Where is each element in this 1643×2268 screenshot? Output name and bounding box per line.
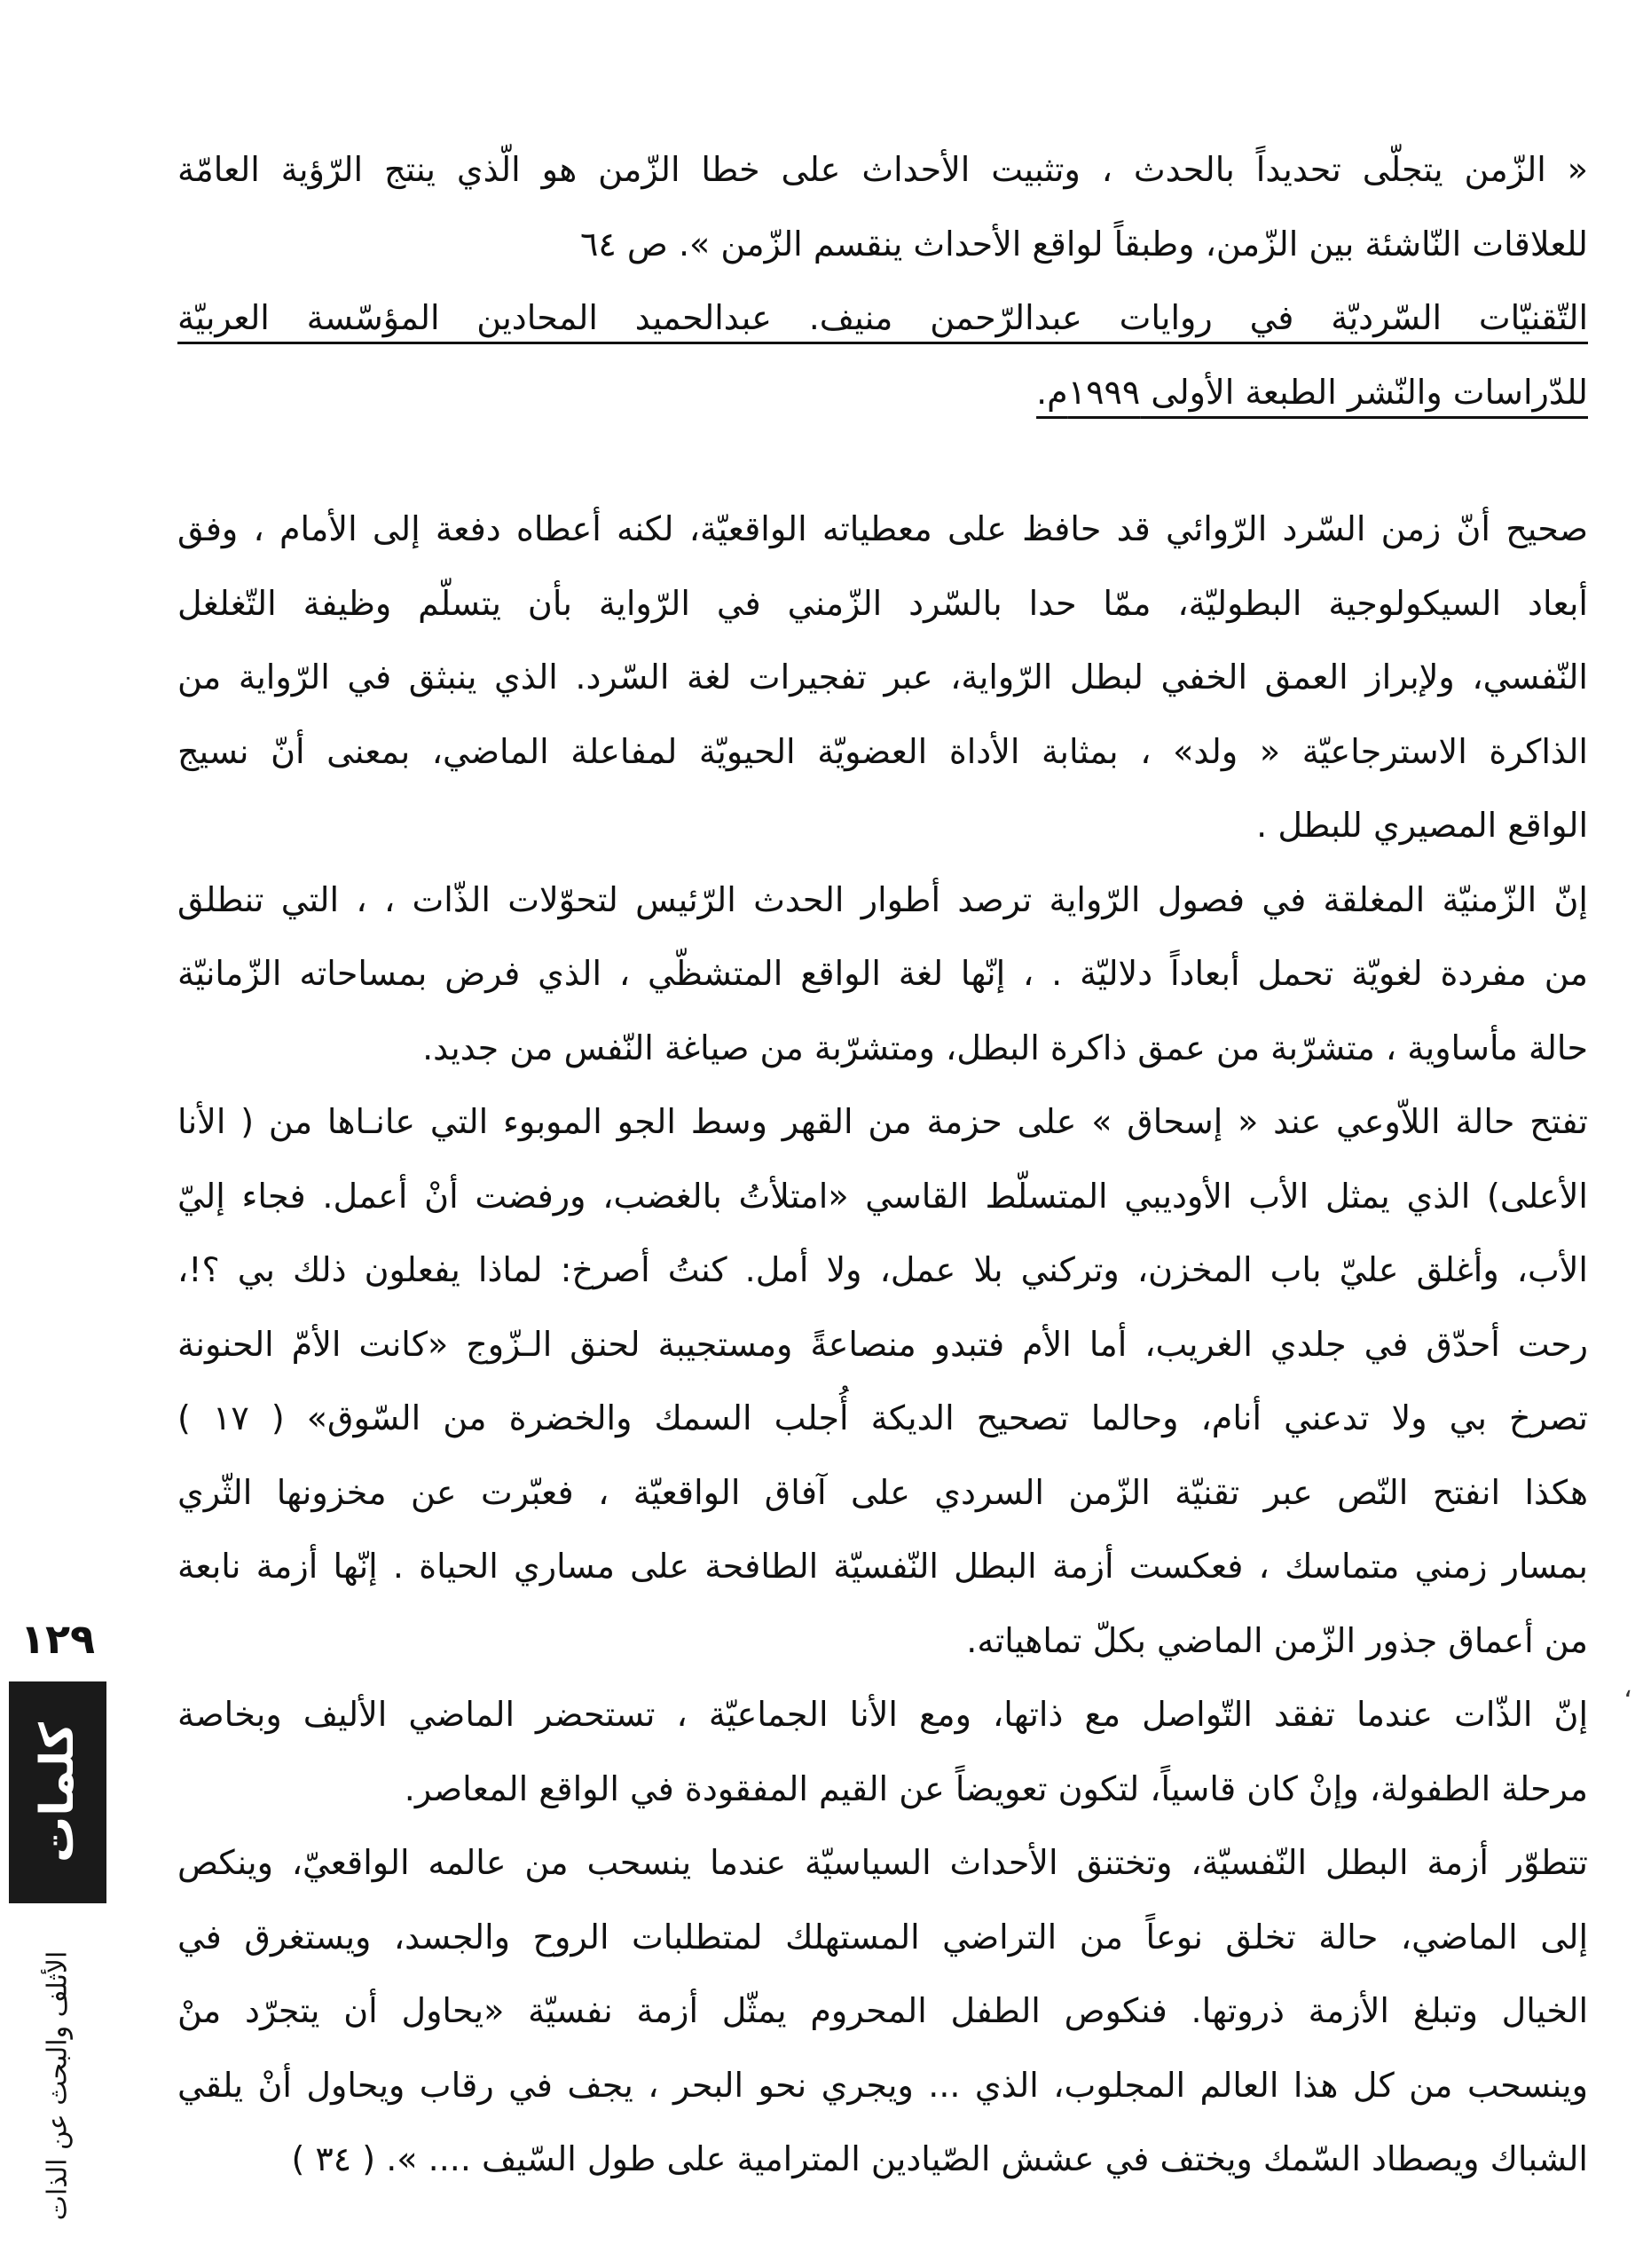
paragraph-line: من أعماق جذور الزّمن الماضي بكلّ تماهياته. — [966, 1620, 1588, 1660]
paragraph-line: الأعلى) الذي يمثل الأب الأوديبي المتسلّط القاسي «امتلأتُ بالغضب، ورفضت أنْ أعمل. فجاء إليّ — [177, 1176, 1588, 1216]
paragraph-line: النّفسي، ولإبراز العمق الخفي لبطل الرّواية، عبر تفجيرات لغة السّرد. الذي ينبثق في الرّواية من — [177, 658, 1588, 697]
paragraph-line: تصرخ بي ولا تدعني أنام، وحالما تصحيح الديكة أُجلب السمك والخضرة من السّوق» ( ١٧ ) — [177, 1398, 1588, 1437]
citation-line: التّقنيّات السّرديّة في روايات عبدالرّحمن منيف. عبدالحميد المحادين المؤسّسة العربيّة — [177, 298, 1588, 337]
body-text — [177, 492, 1588, 2197]
paragraph-line: الأب، وأغلق عليّ باب المخزن، وتركني بلا عمل، ولا أمل. كنتُ أصرخ: لماذا يفعلون ذلك بي ؟!، — [177, 1250, 1588, 1289]
paragraph-line: حالة مأساوية ، متشرّبة من عمق ذاكرة البطل، ومتشرّبة من صياغة النّفس من جديد. — [422, 1028, 1588, 1067]
magazine-logo — [9, 1681, 106, 1903]
citation-line-2-text: للدّراسات والنّشر الطبعة الأولى ١٩٩٩م. — [1036, 372, 1588, 412]
paragraph-line: الذاكرة الاسترجاعيّة « ولد» ، بمثابة الأداة العضويّة الحيويّة لمفاعلة الماضي، بمعنى أنّ نسيج — [177, 731, 1588, 771]
paragraph-line: الشباك ويصطاد السّمك ويختف في عشش الصّيادين المترامية على طول السّيف .... ». ( ٣٤ ) — [291, 2139, 1588, 2178]
margin-mark: ، — [1623, 1673, 1632, 1704]
paragraph-line: تفتح حالة اللاّوعي عند « إسحاق » على حزمة من القهر وسط الجو الموبوء التي عانـاها من ( الأنا — [177, 1102, 1588, 1141]
quote-block — [177, 133, 1588, 429]
paragraph-line: رحت أحدّق في جلدي الغريب، أما الأم فتبدو منصاعةً ومستجيبة لحنق الـزّوج «كانت الأمّ الحنونة — [177, 1324, 1588, 1364]
series-title — [9, 1917, 106, 2254]
citation-line-2 — [177, 356, 1588, 430]
page-number: ١٢٩ — [20, 1615, 96, 1663]
paragraph-line: تتطوّر أزمة البطل النّفسيّة، وتختنق الأحداث السياسيّة عندما ينسحب من عالمه الواقعيّ، وينكص — [177, 1843, 1588, 1882]
paragraph-line: مرحلة الطفولة، وإنْ كان قاسياً، لتكون تعويضاً عن القيم المفقودة في الواقع المعاصر. — [404, 1768, 1588, 1808]
paragraph-line: إلى الماضي، حالة تخلق نوعاً من التراضي المستهلك لمتطلبات الروح والجسد، ويستغرق في — [177, 1917, 1588, 1957]
page-sidebar — [0, 1615, 133, 2254]
paragraph-line: صحيح أنّ زمن السّرد الرّوائي قد حافظ على معطياته الواقعيّة، لكنه أعطاه دفعة إلى الأمام ، وفق — [177, 509, 1588, 548]
paragraph-line: بمسار زمني متماسك ، فعكست أزمة البطل النّفسيّة الطافحة على مساري الحياة . إنّها أزمة نابعة — [177, 1547, 1588, 1586]
paragraph-line: من مفردة لغويّة تحمل أبعاداً دلاليّة . ، إنّها لغة الواقع المتشظّي ، الذي فرض بمساحاته الزّمانيّة — [177, 954, 1588, 993]
paragraph-line: هكذا انفتح النّص عبر تقنيّة الزّمن السردي على آفاق الواقعيّة ، فعبّرت عن مخزونها الثّري — [177, 1472, 1588, 1512]
paragraph-line: إنّ الذّات عندما تفقد التّواصل مع ذاتها، ومع الأنا الجماعيّة ، تستحضر الماضي الأليف وبخاصة — [177, 1695, 1588, 1734]
paragraph-line: إنّ الزّمنيّة المغلقة في فصول الرّواية ترصد أطوار الحدث الرّئيس لتحوّلات الذّات ، ، التي تنطلق — [177, 879, 1588, 919]
series-title-text: الأثلف والبحث عن الذات — [42, 1950, 74, 2220]
quote-line: للعلاقات النّاشئة بين الزّمن، وطبقاً لواقع الأحداث ينقسم الزّمن ». ص ٦٤ — [580, 224, 1588, 264]
paragraph-line: الخيال وتبلغ الأزمة ذروتها. فنكوص الطفل المحروم يمثّل أزمة نفسيّة «يحاول أن يتجرّد منْ — [177, 1991, 1588, 2030]
paragraph-line: وينسحب من كل هذا العالم المجلوب، الذي ... ويجري نحو البحر ، يجف في رقاب ويحاول أنْ يلقي — [177, 2065, 1588, 2105]
paragraph-line: أبعاد السيكولوجية البطوليّة، ممّا حدا بالسّرد الزّمني في الرّواية بأن يتسلّم وظيفة التّغلغل — [177, 583, 1588, 623]
quote-line: « الزّمن يتجلّى تحديداً بالحدث ، وتثبيت الأحداث على خطا الزّمن هو الّذي ينتج الرّؤية العامّة — [177, 150, 1588, 189]
paragraph-line: الواقع المصيري للبطل . — [1256, 806, 1588, 845]
magazine-logo-text: كلمات — [31, 1721, 85, 1863]
